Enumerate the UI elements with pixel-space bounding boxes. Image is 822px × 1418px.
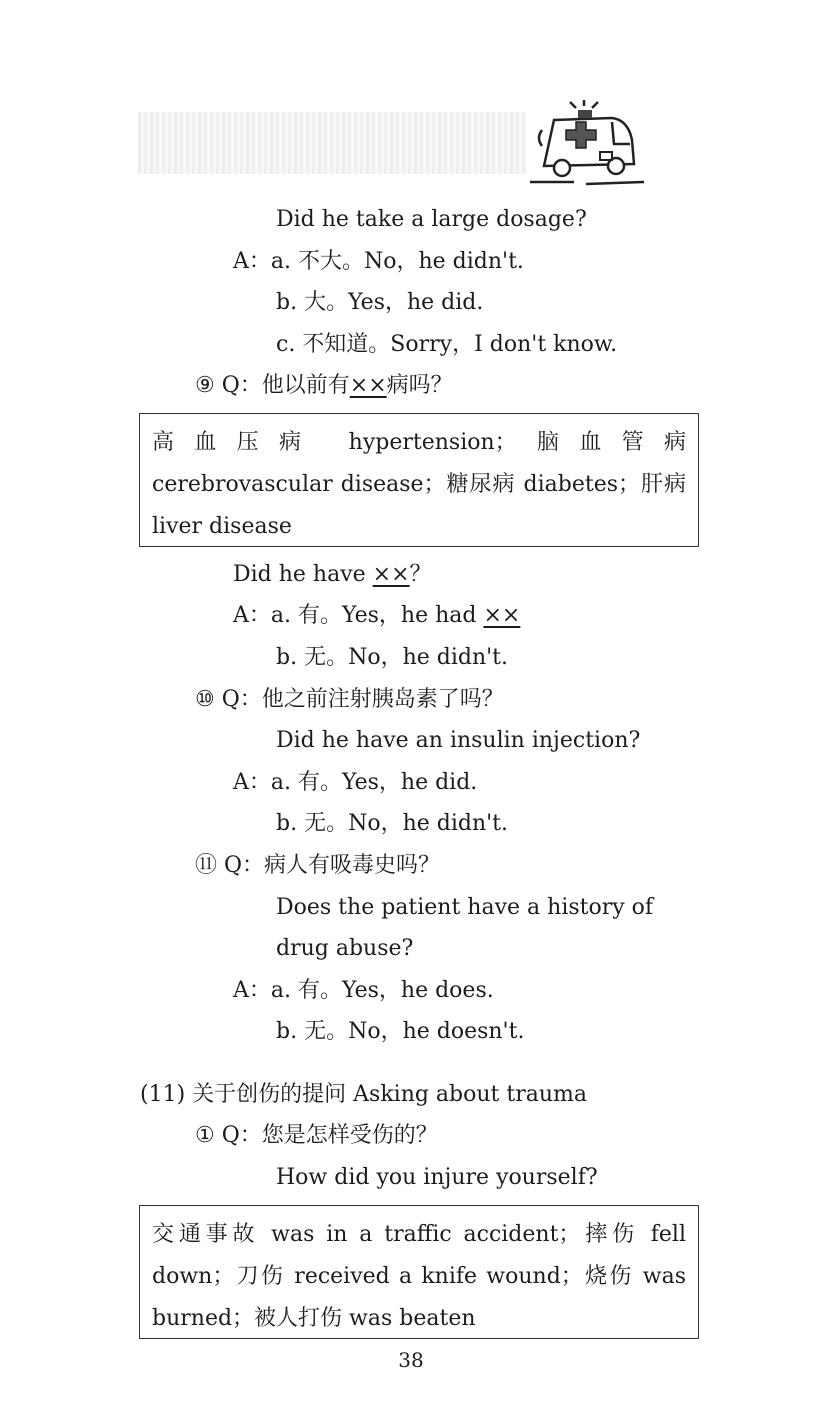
l6-placeholder: ××	[372, 562, 410, 587]
l7-placeholder: ××	[483, 603, 521, 628]
section-heading: (11) 关于创伤的提问 Asking about trauma	[140, 1082, 588, 1107]
text-line: A：a. 有。Yes，he did.	[233, 770, 478, 795]
header-band	[138, 112, 526, 174]
text-line: drug abuse?	[276, 936, 414, 961]
text-line: b. 大。Yes，he did.	[276, 290, 484, 315]
text-line: Did he take a large dosage?	[276, 207, 587, 232]
l6-pre: Did he have	[233, 562, 373, 587]
question-10: ⑩ Q：他之前注射胰岛素了吗？	[195, 687, 504, 712]
text-line: How did you injure yourself?	[276, 1165, 598, 1190]
text-line	[233, 560, 432, 590]
question-1: ① Q：您是怎样受伤的？	[195, 1123, 438, 1148]
vocab-box-diseases: 高血压病 hypertension；脑血管病 cerebrovascular disease；糖尿病 diabetes；肝病 liver disease	[139, 413, 699, 547]
question-9	[195, 371, 453, 401]
text-line: b. 无。No，he doesn't.	[276, 1019, 525, 1044]
text-line: Did he have an insulin injection?	[276, 728, 641, 753]
q9-post: 病吗？	[386, 373, 453, 398]
ambulance-icon	[524, 100, 648, 190]
text-line: Does the patient have a history of	[276, 895, 654, 920]
l7-pre: A：a. 有。Yes，he had	[233, 603, 484, 628]
question-11: ⑪ Q：病人有吸毒史吗？	[195, 853, 441, 878]
q9-placeholder: ××	[349, 373, 387, 398]
text-line	[233, 601, 520, 631]
q9-pre: ⑨ Q：他以前有	[195, 373, 350, 398]
text-line: b. 无。No，he didn't.	[276, 811, 508, 836]
l6-post: ？	[409, 562, 432, 587]
text-line: A：a. 不大。No，he didn't.	[233, 249, 524, 274]
vocab-box-injuries: 交通事故 was in a traffic accident；摔伤 fell down；刀伤 received a knife wound；烧伤 was burned；被人打伤 was beaten	[139, 1205, 699, 1339]
text-line: c. 不知道。Sorry，I don't know.	[276, 332, 618, 357]
page-number: 38	[398, 1348, 424, 1372]
text-line: b. 无。No，he didn't.	[276, 645, 508, 670]
text-line: A：a. 有。Yes，he does.	[233, 978, 494, 1003]
